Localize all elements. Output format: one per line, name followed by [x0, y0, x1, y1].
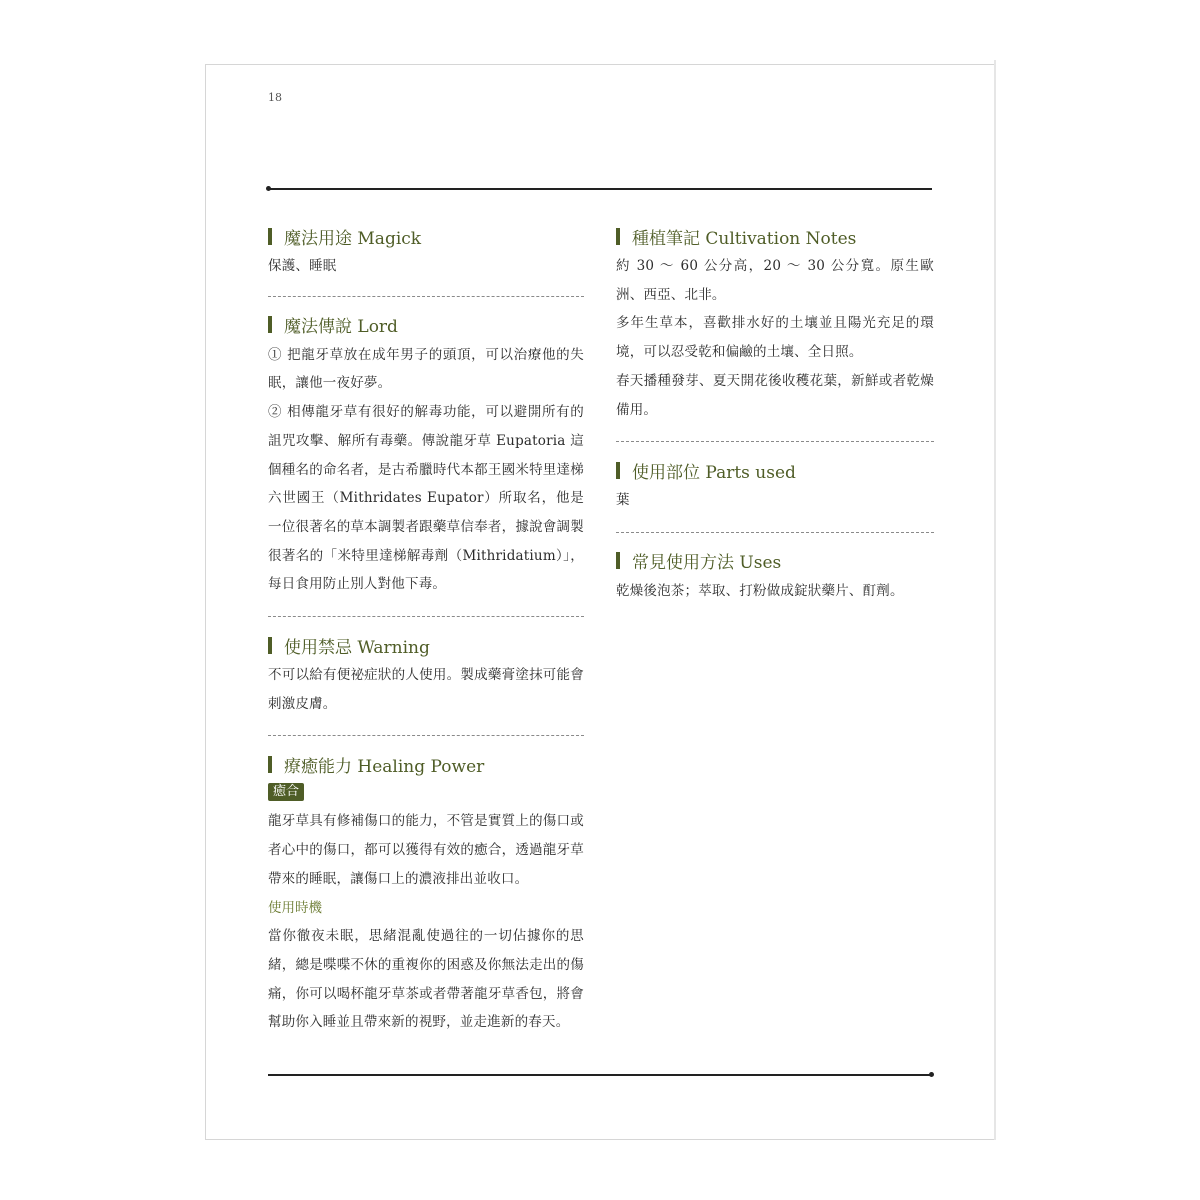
- section-divider: [616, 532, 934, 533]
- healing-body: 龍牙草具有修補傷口的能力，不管是實質上的傷口或者心中的傷口，都可以獲得有效的癒合，透過龍牙草帶來的睡眠，讓傷口上的濃液排出並收口。: [268, 813, 584, 887]
- cultivation-section: [616, 224, 934, 424]
- warning-title: 使用禁忌 Warning: [284, 637, 430, 658]
- bottom-rule: [268, 1074, 932, 1076]
- cultivation-paragraph-2: 多年生草本，喜歡排水好的土壤並且陽光充足的環境，可以忍受乾和偏鹼的土壤、全日照。: [616, 315, 934, 361]
- healing-section: [268, 752, 584, 1037]
- right-column: [616, 224, 934, 606]
- section-title: [616, 224, 934, 248]
- magick-section: [268, 224, 584, 281]
- lord-paragraph-1: ① 把龍牙草放在成年男子的頭頂，可以治療他的失眠，讓他一夜好夢。: [268, 346, 584, 392]
- healing-title: 療癒能力 Healing Power: [284, 756, 485, 777]
- title-bar-marker: [268, 637, 272, 654]
- parts-used-title: 使用部位 Parts used: [632, 462, 796, 483]
- uses-section: [616, 549, 934, 606]
- magick-body: 保護、睡眠: [268, 258, 337, 274]
- bottom-rule-dot: [929, 1072, 934, 1077]
- lord-paragraph-2: ② 相傳龍牙草有很好的解毒功能，可以避開所有的詛咒攻擊、解所有毒藥。傳說龍牙草 Eupatoria 這個種名的命名者，是古希臘時代本都王國米特里達梯六世國王（Mithridates Eupator）所取名，他是一位很著名的草本調製者跟藥草信奉者，據說會調製很著名的「米特里達梯解毒劑（Mithridatium）」，每日食用防止別人對他下毒。: [268, 404, 584, 593]
- title-bar-marker: [616, 462, 620, 479]
- section-title: [616, 549, 934, 573]
- page-edge: [994, 60, 996, 1140]
- parts-used-section: [616, 458, 934, 515]
- title-bar-marker: [268, 228, 272, 245]
- lord-title: 魔法傳說 Lord: [284, 317, 398, 338]
- section-divider: [268, 735, 584, 736]
- section-divider: [616, 441, 934, 442]
- warning-section: [268, 633, 584, 718]
- magick-title: 魔法用途 Magick: [284, 228, 422, 249]
- parts-used-body: 葉: [616, 492, 630, 509]
- title-bar-marker: [616, 552, 620, 569]
- cultivation-title: 種植筆記 Cultivation Notes: [632, 228, 857, 249]
- timing-label: 使用時機: [268, 899, 322, 916]
- top-rule-dot: [266, 186, 271, 191]
- section-title: [616, 458, 934, 482]
- title-bar-marker: [268, 756, 272, 773]
- healing-tag: 癒合: [268, 783, 304, 801]
- cultivation-paragraph-3: 春天播種發芽、夏天開花後收穫花葉，新鮮或者乾燥備用。: [616, 372, 934, 418]
- uses-title: 常見使用方法 Uses: [632, 553, 782, 574]
- top-rule: [268, 188, 932, 190]
- cultivation-paragraph-1: 約 30 ～ 60 公分高，20 ～ 30 公分寬。原生歐洲、西亞、北非。: [616, 258, 934, 303]
- section-title: [268, 633, 584, 657]
- timing-body: 當你徹夜未眠，思緒混亂使過往的一切佔據你的思緒，總是喋喋不休的重複你的困惑及你無法走出的傷痛，你可以喝杯龍牙草茶或者帶著龍牙草香包，將會幫助你入睡並且帶來新的視野，並走進新的春天。: [268, 928, 584, 1031]
- lord-section: [268, 313, 584, 599]
- page-number: 18: [268, 91, 282, 104]
- section-title: [268, 224, 584, 248]
- section-divider: [268, 616, 584, 617]
- uses-body: 乾燥後泡茶；萃取、打粉做成錠狀藥片、酊劑。: [616, 582, 904, 599]
- warning-body: 不可以給有便祕症狀的人使用。製成藥膏塗抹可能會刺激皮膚。: [268, 667, 584, 712]
- title-bar-marker: [268, 316, 272, 333]
- section-title: [268, 752, 584, 776]
- section-title: [268, 313, 584, 337]
- title-bar-marker: [616, 228, 620, 245]
- left-column: [268, 224, 584, 1037]
- section-divider: [268, 296, 584, 297]
